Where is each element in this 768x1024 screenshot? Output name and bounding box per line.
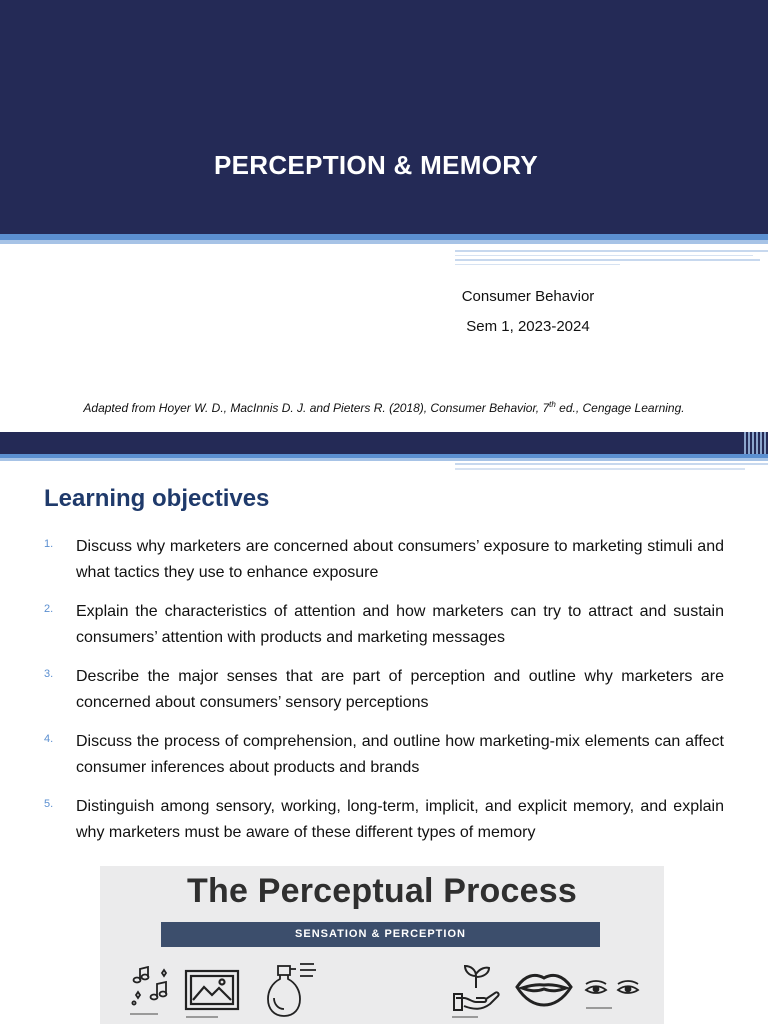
title-slide xyxy=(0,0,768,432)
item-text: Distinguish among sensory, working, long-term, implicit, and explicit memory, and explain why marketers must be aware of these different types of memory xyxy=(76,798,724,841)
icon-caption-line xyxy=(586,1007,612,1009)
credit-superscript: th xyxy=(549,400,556,409)
item-text: Discuss the process of comprehension, and outline how marketing-mix elements can affect consumer inferences about products and brands xyxy=(76,733,724,776)
picture-frame-icon xyxy=(184,969,240,1011)
accent-line xyxy=(455,259,760,261)
list-item xyxy=(44,664,724,716)
item-number: 2. xyxy=(44,603,54,615)
image-subtitle-bar: SENSATION & PERCEPTION xyxy=(161,922,600,947)
title-banner xyxy=(0,0,768,234)
accent-gap xyxy=(455,244,768,246)
icon-caption-line xyxy=(452,1016,478,1018)
accent-line xyxy=(455,468,745,470)
accent-line xyxy=(455,255,753,256)
objectives-slide xyxy=(0,432,768,1024)
item-number: 3. xyxy=(44,668,54,680)
list-item xyxy=(44,794,724,846)
accent-line xyxy=(455,264,620,265)
list-item xyxy=(44,534,724,586)
icon-caption-line xyxy=(130,1013,158,1015)
credit-text: Adapted from Hoyer W. D., MacInnis D. J. and Pieters R. (2018), Consumer Behavior, 7 xyxy=(83,401,550,415)
section-heading: Learning objectives xyxy=(44,485,270,512)
hand-plant-icon xyxy=(452,964,500,1014)
perceptual-process-image xyxy=(100,866,664,1024)
item-text: Describe the major senses that are part of perception and outline why marketers are concerned about consumers’ sensory perceptions xyxy=(76,668,724,711)
banner-stripes xyxy=(744,432,768,454)
accent-band-light xyxy=(0,458,768,461)
credit-text-end: ed., Cengage Learning. xyxy=(555,401,685,415)
item-number: 1. xyxy=(44,538,54,550)
accent-line xyxy=(455,463,768,465)
objectives-list xyxy=(44,534,724,859)
item-text: Discuss why marketers are concerned about consumers’ exposure to marketing stimuli and what tactics they use to enhance exposure xyxy=(76,538,724,581)
item-number: 5. xyxy=(44,798,54,810)
list-item xyxy=(44,599,724,651)
source-credit xyxy=(0,400,768,415)
music-notes-icon xyxy=(128,966,174,1010)
top-banner xyxy=(0,432,768,454)
slide-title: PERCEPTION & MEMORY xyxy=(214,150,538,180)
perfume-bottle-icon xyxy=(262,962,320,1020)
course-name: Consumer Behavior xyxy=(461,288,595,305)
lips-icon xyxy=(514,970,574,1008)
item-text: Explain the characteristics of attention and how marketers can try to attract and sustain consumers’ attention with products and marketing messages xyxy=(76,603,724,646)
accent-line xyxy=(455,250,768,252)
image-title: The Perceptual Process xyxy=(187,872,577,910)
list-item xyxy=(44,729,724,781)
semester: Sem 1, 2023-2024 xyxy=(466,318,590,335)
eyes-icon xyxy=(584,978,642,1000)
icon-caption-line xyxy=(186,1016,218,1018)
item-number: 4. xyxy=(44,733,54,745)
